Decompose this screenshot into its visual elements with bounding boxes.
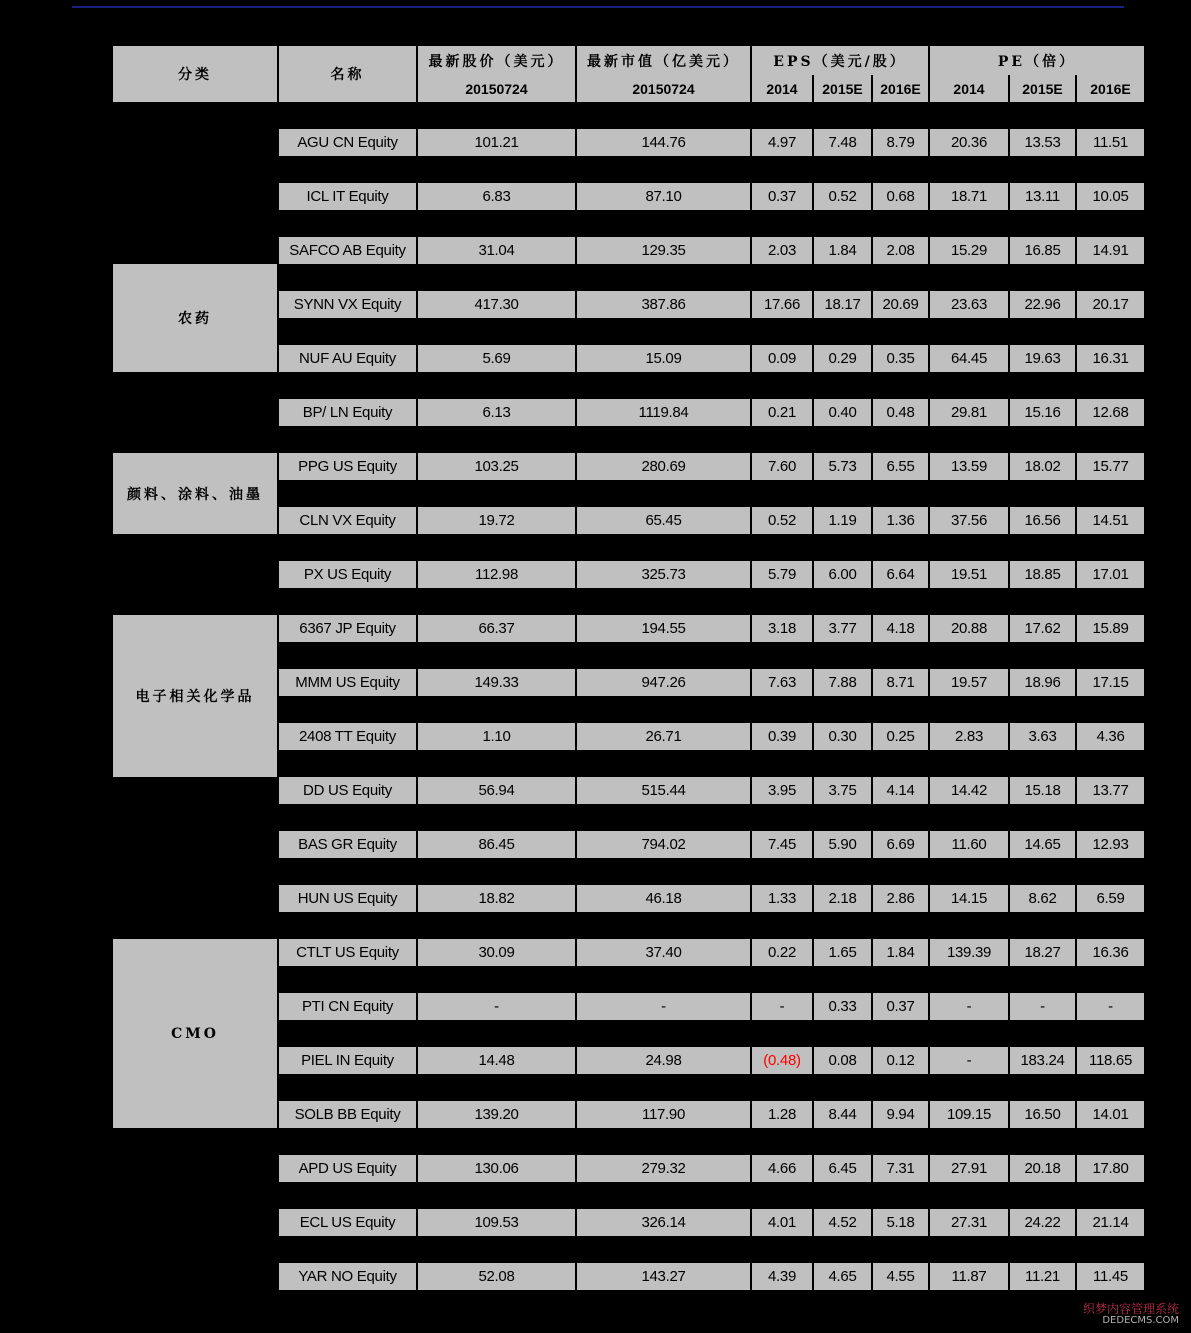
top-rule (72, 6, 1124, 8)
price-cell: 5.69 (417, 345, 576, 372)
separator-cell (278, 1128, 1145, 1155)
pe-2016e-cell: 17.80 (1076, 1155, 1145, 1182)
pe-2014-cell: 11.60 (929, 831, 1009, 858)
eps-2014-cell: 0.09 (751, 345, 813, 372)
pe-2014-cell: 23.63 (929, 291, 1009, 318)
mcap-cell: 515.44 (576, 777, 751, 804)
separator-cell (278, 1182, 1145, 1209)
watermark-line-1: 织梦内容管理系统 (1082, 1302, 1179, 1316)
pe-2015e-cell: 16.56 (1009, 507, 1076, 534)
price-cell: 19.72 (417, 507, 576, 534)
mcap-cell: 129.35 (576, 237, 751, 264)
eps-2016e-cell: 0.48 (872, 399, 929, 426)
equity-name: CLN VX Equity (278, 507, 417, 534)
pe-2014-cell: 19.51 (929, 561, 1009, 588)
pe-2016e-cell: 12.68 (1076, 399, 1145, 426)
separator-cell (278, 1020, 1145, 1047)
pe-2015e-cell: - (1009, 993, 1076, 1020)
col-header-price-date: 20150724 (417, 75, 576, 102)
mcap-cell: 326.14 (576, 1209, 751, 1236)
eps-2015e-cell: 0.33 (813, 993, 872, 1020)
price-cell: 101.21 (417, 129, 576, 156)
pe-2014-cell: 37.56 (929, 507, 1009, 534)
category-cell (113, 372, 278, 453)
price-cell: 1.10 (417, 723, 576, 750)
pe-2014-cell: 139.39 (929, 939, 1009, 966)
eps-2014-cell: 1.28 (751, 1101, 813, 1128)
pe-2014-cell: 64.45 (929, 345, 1009, 372)
mcap-cell: 1119.84 (576, 399, 751, 426)
col-header-eps: EPS（美元/股） (751, 46, 929, 75)
pe-2015e-cell: 18.85 (1009, 561, 1076, 588)
col-header-pe-2016e: 2016E (1076, 75, 1145, 102)
eps-2015e-cell: 0.30 (813, 723, 872, 750)
mcap-cell: 279.32 (576, 1155, 751, 1182)
eps-2014-cell: 3.95 (751, 777, 813, 804)
eps-2015e-cell: 0.08 (813, 1047, 872, 1074)
pe-2014-cell: 20.36 (929, 129, 1009, 156)
eps-2014-cell: (0.48) (751, 1047, 813, 1074)
mcap-cell: 794.02 (576, 831, 751, 858)
pe-2016e-cell: 14.91 (1076, 237, 1145, 264)
eps-2016e-cell: 6.55 (872, 453, 929, 480)
eps-2016e-cell: 0.68 (872, 183, 929, 210)
separator-cell (278, 588, 1145, 615)
price-cell: 109.53 (417, 1209, 576, 1236)
eps-2014-cell: 17.66 (751, 291, 813, 318)
pe-2014-cell: 109.15 (929, 1101, 1009, 1128)
mcap-cell: 37.40 (576, 939, 751, 966)
pe-2016e-cell: 118.65 (1076, 1047, 1145, 1074)
eps-2016e-cell: 6.69 (872, 831, 929, 858)
eps-2016e-cell: 0.37 (872, 993, 929, 1020)
table-row (113, 777, 1145, 804)
pe-2015e-cell: 15.18 (1009, 777, 1076, 804)
mcap-cell: 26.71 (576, 723, 751, 750)
mcap-cell: 15.09 (576, 345, 751, 372)
price-cell: 18.82 (417, 885, 576, 912)
mcap-cell: 280.69 (576, 453, 751, 480)
price-cell: 30.09 (417, 939, 576, 966)
price-cell: 130.06 (417, 1155, 576, 1182)
mcap-cell: 117.90 (576, 1101, 751, 1128)
eps-2014-cell: 0.39 (751, 723, 813, 750)
price-cell: 86.45 (417, 831, 576, 858)
eps-2014-cell: 7.60 (751, 453, 813, 480)
category-cell (113, 534, 278, 615)
price-cell: 14.48 (417, 1047, 576, 1074)
equity-name: DD US Equity (278, 777, 417, 804)
separator-cell (278, 750, 1145, 777)
category-cell (113, 777, 278, 939)
price-cell: 112.98 (417, 561, 576, 588)
eps-2015e-cell: 4.65 (813, 1263, 872, 1290)
separator-cell (278, 480, 1145, 507)
pe-2014-cell: 19.57 (929, 669, 1009, 696)
price-cell: 52.08 (417, 1263, 576, 1290)
equity-name: APD US Equity (278, 1155, 417, 1182)
separator-cell (278, 102, 1145, 129)
price-cell: 31.04 (417, 237, 576, 264)
pe-2015e-cell: 13.11 (1009, 183, 1076, 210)
separator-cell (278, 1074, 1145, 1101)
eps-2014-cell: 4.39 (751, 1263, 813, 1290)
separator-cell (278, 1236, 1145, 1263)
mcap-cell: 87.10 (576, 183, 751, 210)
pe-2015e-cell: 18.02 (1009, 453, 1076, 480)
pe-2014-cell: 27.91 (929, 1155, 1009, 1182)
equity-name: MMM US Equity (278, 669, 417, 696)
price-cell: 103.25 (417, 453, 576, 480)
eps-2014-cell: 0.37 (751, 183, 813, 210)
separator-row (113, 534, 1145, 561)
separator-cell (278, 642, 1145, 669)
separator-row (113, 264, 1145, 291)
eps-2015e-cell: 5.73 (813, 453, 872, 480)
equity-name: 2408 TT Equity (278, 723, 417, 750)
pe-2015e-cell: 18.96 (1009, 669, 1076, 696)
separator-row (113, 1128, 1145, 1155)
equity-name: BAS GR Equity (278, 831, 417, 858)
eps-2015e-cell: 4.52 (813, 1209, 872, 1236)
eps-2016e-cell: 8.79 (872, 129, 929, 156)
price-cell: 139.20 (417, 1101, 576, 1128)
pe-2015e-cell: 13.53 (1009, 129, 1076, 156)
eps-2015e-cell: 1.19 (813, 507, 872, 534)
equity-name: ICL IT Equity (278, 183, 417, 210)
eps-2015e-cell: 0.29 (813, 345, 872, 372)
eps-2015e-cell: 6.00 (813, 561, 872, 588)
mcap-cell: - (576, 993, 751, 1020)
col-header-name: 名称 (278, 46, 417, 102)
pe-2015e-cell: 8.62 (1009, 885, 1076, 912)
pe-2016e-cell: 20.17 (1076, 291, 1145, 318)
pe-2015e-cell: 24.22 (1009, 1209, 1076, 1236)
eps-2016e-cell: 2.86 (872, 885, 929, 912)
eps-2016e-cell: 8.71 (872, 669, 929, 696)
price-cell: 66.37 (417, 615, 576, 642)
pe-2015e-cell: 11.21 (1009, 1263, 1076, 1290)
equity-name: ECL US Equity (278, 1209, 417, 1236)
pe-2014-cell: 13.59 (929, 453, 1009, 480)
separator-row (113, 372, 1145, 399)
separator-cell (278, 210, 1145, 237)
eps-2014-cell: 5.79 (751, 561, 813, 588)
equity-name: PPG US Equity (278, 453, 417, 480)
price-cell: - (417, 993, 576, 1020)
col-header-eps-2014: 2014 (751, 75, 813, 102)
separator-cell (278, 426, 1145, 453)
pe-2016e-cell: 21.14 (1076, 1209, 1145, 1236)
eps-2015e-cell: 18.17 (813, 291, 872, 318)
eps-2015e-cell: 2.18 (813, 885, 872, 912)
pe-2014-cell: 29.81 (929, 399, 1009, 426)
col-header-pe-2015e: 2015E (1009, 75, 1076, 102)
pe-2016e-cell: 16.31 (1076, 345, 1145, 372)
mcap-cell: 144.76 (576, 129, 751, 156)
pe-2016e-cell: 10.05 (1076, 183, 1145, 210)
equity-name: PIEL IN Equity (278, 1047, 417, 1074)
pe-2014-cell: 11.87 (929, 1263, 1009, 1290)
mcap-cell: 325.73 (576, 561, 751, 588)
eps-2015e-cell: 5.90 (813, 831, 872, 858)
mcap-cell: 24.98 (576, 1047, 751, 1074)
eps-2015e-cell: 0.40 (813, 399, 872, 426)
equity-name: PX US Equity (278, 561, 417, 588)
equity-name: SOLB BB Equity (278, 1101, 417, 1128)
pe-2016e-cell: - (1076, 993, 1145, 1020)
eps-2014-cell: 4.66 (751, 1155, 813, 1182)
eps-2016e-cell: 1.84 (872, 939, 929, 966)
col-header-mcap-date: 20150724 (576, 75, 751, 102)
eps-2015e-cell: 8.44 (813, 1101, 872, 1128)
category-cell (113, 1128, 278, 1290)
eps-2015e-cell: 1.84 (813, 237, 872, 264)
pe-2015e-cell: 183.24 (1009, 1047, 1076, 1074)
pe-2016e-cell: 6.59 (1076, 885, 1145, 912)
equity-name: AGU CN Equity (278, 129, 417, 156)
eps-2016e-cell: 4.55 (872, 1263, 929, 1290)
table-row (113, 939, 1145, 966)
pe-2014-cell: 2.83 (929, 723, 1009, 750)
pe-2015e-cell: 20.18 (1009, 1155, 1076, 1182)
pe-2015e-cell: 18.27 (1009, 939, 1076, 966)
eps-2014-cell: 2.03 (751, 237, 813, 264)
watermark (1083, 1303, 1179, 1327)
separator-cell (278, 156, 1145, 183)
pe-2016e-cell: 17.01 (1076, 561, 1145, 588)
eps-2016e-cell: 6.64 (872, 561, 929, 588)
pe-2015e-cell: 15.16 (1009, 399, 1076, 426)
pe-2015e-cell: 16.50 (1009, 1101, 1076, 1128)
pe-2014-cell: 14.15 (929, 885, 1009, 912)
eps-2015e-cell: 0.52 (813, 183, 872, 210)
eps-2016e-cell: 4.18 (872, 615, 929, 642)
category-cell: 电子相关化学品 (113, 615, 278, 777)
separator-cell (278, 912, 1145, 939)
watermark-line-2: DEDECMS.COM (1102, 1315, 1179, 1326)
eps-2014-cell: - (751, 993, 813, 1020)
col-header-mcap: 最新市值（亿美元） (576, 46, 751, 75)
col-header-category: 分类 (113, 46, 278, 102)
mcap-cell: 143.27 (576, 1263, 751, 1290)
mcap-cell: 46.18 (576, 885, 751, 912)
price-cell: 6.83 (417, 183, 576, 210)
separator-cell (278, 534, 1145, 561)
eps-2014-cell: 3.18 (751, 615, 813, 642)
pe-2014-cell: 27.31 (929, 1209, 1009, 1236)
pe-2016e-cell: 13.77 (1076, 777, 1145, 804)
equity-name: 6367 JP Equity (278, 615, 417, 642)
separator-cell (278, 264, 1145, 291)
eps-2014-cell: 7.63 (751, 669, 813, 696)
separator-row (113, 102, 1145, 129)
pe-2014-cell: 15.29 (929, 237, 1009, 264)
eps-2014-cell: 0.22 (751, 939, 813, 966)
pe-2015e-cell: 22.96 (1009, 291, 1076, 318)
eps-2016e-cell: 0.25 (872, 723, 929, 750)
table-body (113, 102, 1145, 1290)
table-row (113, 615, 1145, 642)
col-header-pe-2014: 2014 (929, 75, 1009, 102)
eps-2016e-cell: 9.94 (872, 1101, 929, 1128)
pe-2014-cell: 18.71 (929, 183, 1009, 210)
pe-2015e-cell: 14.65 (1009, 831, 1076, 858)
mcap-cell: 65.45 (576, 507, 751, 534)
separator-cell (278, 318, 1145, 345)
col-header-eps-2016e: 2016E (872, 75, 929, 102)
eps-2014-cell: 1.33 (751, 885, 813, 912)
price-cell: 149.33 (417, 669, 576, 696)
category-cell: 农药 (113, 264, 278, 372)
equity-name: NUF AU Equity (278, 345, 417, 372)
separator-cell (278, 804, 1145, 831)
pe-2014-cell: 20.88 (929, 615, 1009, 642)
price-cell: 56.94 (417, 777, 576, 804)
pe-2014-cell: - (929, 993, 1009, 1020)
eps-2016e-cell: 2.08 (872, 237, 929, 264)
equity-name: SAFCO AB Equity (278, 237, 417, 264)
pe-2015e-cell: 3.63 (1009, 723, 1076, 750)
pe-2016e-cell: 14.01 (1076, 1101, 1145, 1128)
eps-2016e-cell: 4.14 (872, 777, 929, 804)
eps-2014-cell: 4.97 (751, 129, 813, 156)
price-cell: 417.30 (417, 291, 576, 318)
mcap-cell: 947.26 (576, 669, 751, 696)
pe-2016e-cell: 17.15 (1076, 669, 1145, 696)
eps-2015e-cell: 7.48 (813, 129, 872, 156)
mcap-cell: 387.86 (576, 291, 751, 318)
pe-2016e-cell: 12.93 (1076, 831, 1145, 858)
eps-2014-cell: 0.52 (751, 507, 813, 534)
pe-2016e-cell: 15.77 (1076, 453, 1145, 480)
eps-2014-cell: 4.01 (751, 1209, 813, 1236)
eps-2015e-cell: 6.45 (813, 1155, 872, 1182)
valuation-table (113, 46, 1146, 1290)
price-cell: 6.13 (417, 399, 576, 426)
equity-name: BP/ LN Equity (278, 399, 417, 426)
pe-2016e-cell: 11.45 (1076, 1263, 1145, 1290)
mcap-cell: 194.55 (576, 615, 751, 642)
equity-name: HUN US Equity (278, 885, 417, 912)
eps-2016e-cell: 7.31 (872, 1155, 929, 1182)
eps-2016e-cell: 0.35 (872, 345, 929, 372)
col-header-pe: PE（倍） (929, 46, 1145, 75)
pe-2015e-cell: 16.85 (1009, 237, 1076, 264)
eps-2016e-cell: 1.36 (872, 507, 929, 534)
eps-2015e-cell: 3.77 (813, 615, 872, 642)
separator-cell (278, 696, 1145, 723)
separator-cell (278, 858, 1145, 885)
col-header-eps-2015e: 2015E (813, 75, 872, 102)
equity-name: CTLT US Equity (278, 939, 417, 966)
category-cell: CMO (113, 939, 278, 1128)
separator-cell (278, 966, 1145, 993)
pe-2015e-cell: 19.63 (1009, 345, 1076, 372)
equity-name: SYNN VX Equity (278, 291, 417, 318)
col-header-price: 最新股价（美元） (417, 46, 576, 75)
eps-2016e-cell: 5.18 (872, 1209, 929, 1236)
table-row (113, 453, 1145, 480)
pe-2014-cell: - (929, 1047, 1009, 1074)
eps-2016e-cell: 0.12 (872, 1047, 929, 1074)
category-cell (113, 102, 278, 264)
category-cell: 颜料、涂料、油墨 (113, 453, 278, 534)
equity-name: PTI CN Equity (278, 993, 417, 1020)
eps-2015e-cell: 3.75 (813, 777, 872, 804)
pe-2016e-cell: 4.36 (1076, 723, 1145, 750)
pe-2016e-cell: 14.51 (1076, 507, 1145, 534)
eps-2015e-cell: 7.88 (813, 669, 872, 696)
header-row-1 (113, 46, 1145, 75)
pe-2016e-cell: 15.89 (1076, 615, 1145, 642)
pe-2015e-cell: 17.62 (1009, 615, 1076, 642)
equity-name: YAR NO Equity (278, 1263, 417, 1290)
eps-2014-cell: 7.45 (751, 831, 813, 858)
pe-2016e-cell: 16.36 (1076, 939, 1145, 966)
pe-2014-cell: 14.42 (929, 777, 1009, 804)
separator-cell (278, 372, 1145, 399)
eps-2014-cell: 0.21 (751, 399, 813, 426)
eps-2016e-cell: 20.69 (872, 291, 929, 318)
pe-2016e-cell: 11.51 (1076, 129, 1145, 156)
eps-2015e-cell: 1.65 (813, 939, 872, 966)
